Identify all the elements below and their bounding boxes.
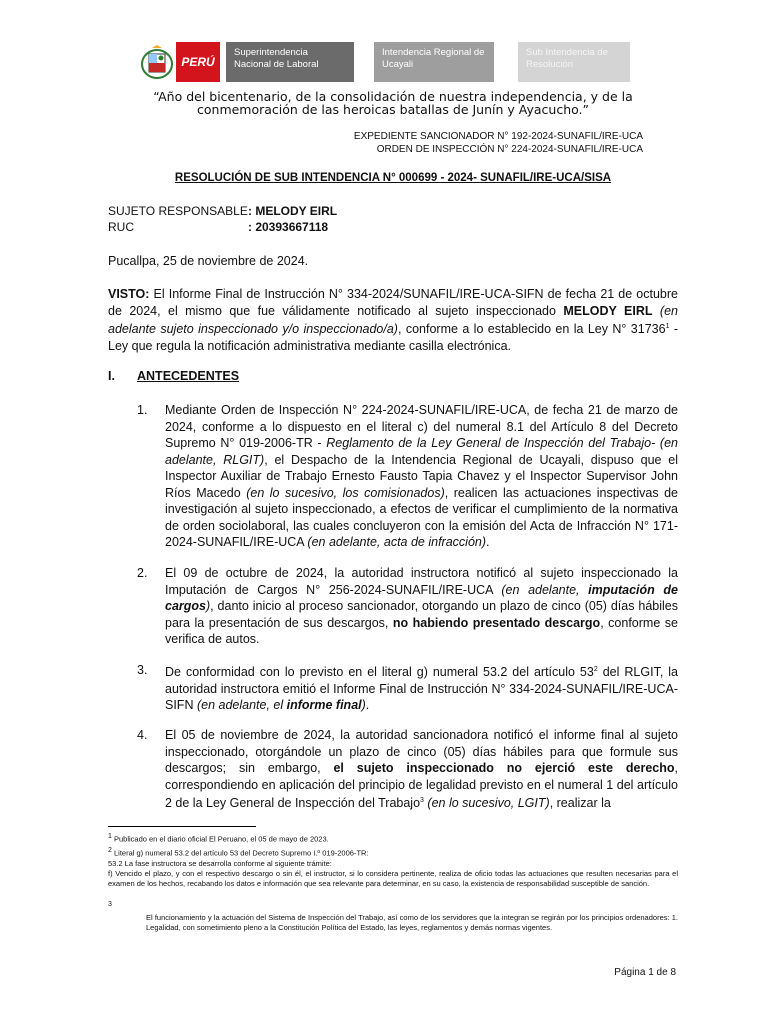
header-box-sub-intendencia: Sub Intendencia de Resolución — [518, 42, 630, 82]
item-text: Mediante Orden de Inspección N° 224-2024-SUNAFIL/IRE-UCA, de fecha 21 de marzo de 2024, conforme a lo dispuesto en el literal c) del numeral 8.1 del Artículo 8 del Decreto Supremo N° 019-2006-TR - Reglamento de la Ley General de Inspección del Trabajo- (en adelante, RLGIT), el Despacho de la Intendencia Regional de Ucayali, dispuso que el Inspector Auxiliar de Trabajo Ernesto Fausto Tapia Chavez y el Inspector Supervisor John Ríos Macedo (en lo sucesivo, los comisionados), realicen las actuaciones inspectivas de investigación al sujeto inspeccionado, a efectos de verificar el cumplimiento de la normativa de orden sociolaboral, las cuales concluyeron con la emisión del Acta de Infracción N° 171-2024-SUNAFIL/IRE-UCA (en adelante, acta de infracción). — [165, 403, 678, 549]
footnote-1: $^1$ Publicado en el diario oficial El Peruano, el 05 de mayo de 2023. — [108, 833, 329, 844]
item-number: 2. — [137, 566, 148, 580]
subject-value: : MELODY EIRL — [248, 204, 338, 218]
item-number: 3. — [137, 663, 148, 677]
visto-text-3: - Ley que regula la notificación administrativa mediante casilla electrónica. — [108, 322, 679, 353]
page-number: Página 1 de 8 — [614, 967, 676, 978]
item-text: De conformidad con lo previsto en el literal g) numeral 53.2 del artículo $53^2$ del RLGIT, la autoridad instructora emitió el Informe Final de Instrucción N° 334-2024-SUNAFIL/IRE-UCA-SIFN (en adelante, el informe final). — [165, 665, 678, 713]
footnote-3: $^3$ El funcionamiento y la actuación del Sistema de Inspección del Trabajo, así como de los servidores que la integran se regirán por los principios ordenadores: 1. Legalidad, con sometimiento pleno a la Constitución Política del Estado, las leyes, reglamentos y demás normas vigentes. — [108, 901, 678, 932]
item-text: El 05 de noviembre de 2024, la autoridad sancionadora notificó el informe final al sujeto inspeccionado, otorgándole un plazo de cinco (05) días hábiles para que formule sus descargos; sin embargo, el sujeto inspeccionado no ejerció este derecho, correspondiendo en aplicación del principio de legalidad previsto en el numeral 1 del artículo 2 de la Ley General de Inspección del Trabajo$^3$ (en lo sucesivo, LGIT), realizar la — [165, 728, 678, 811]
list-item — [137, 402, 678, 551]
coat-of-arms-icon — [138, 42, 176, 82]
ruc-value: : 20393667118 — [248, 220, 329, 234]
visto-italic: (en adelante sujeto inspeccionado y/o inspeccionado/a) — [108, 303, 678, 337]
list-item — [137, 565, 678, 648]
item-text: El 09 de octubre de 2024, la autoridad instructora notificó al sujeto inspeccionado la Imputación de Cargos N° 256-2024-SUNAFIL/IRE-UCA (en adelante, imputación de cargos), danto inicio al proceso sancionador, otorgando un plazo de cinco (05) días hábiles para la presentación de sus descargos, no habiendo presentado descargo, conforme se verifica de autos. — [165, 566, 678, 646]
section-number: I. — [108, 369, 115, 383]
section-title: ANTECEDENTES — [137, 369, 240, 383]
list-item — [137, 727, 678, 812]
footnote-separator — [108, 826, 256, 827]
visto-text-2: , conforme a lo establecido en la Ley N° 31736 — [397, 322, 666, 337]
footnote-ref-1[interactable]: 1 — [665, 323, 670, 330]
visto-paragraph — [108, 286, 678, 354]
footnote-ref-2[interactable]: 2 — [593, 666, 598, 673]
item-number: 4. — [137, 728, 148, 742]
motto: “Año del bicentenario, de la consolidación de nuestra independencia, y de la conmemoración de las heroicas batallas de Junín y Ayacucho.” — [153, 89, 633, 117]
expediente-line: EXPEDIENTE SANCIONADOR N° 192-2024-SUNAFIL/IRE-UCA — [353, 131, 643, 142]
subject-row — [108, 204, 337, 218]
list-item — [137, 662, 678, 714]
case-references — [354, 130, 643, 156]
item-number: 1. — [137, 403, 148, 417]
header-box-sunafil: Superintendencia Nacional de Laboral — [226, 42, 354, 82]
subject-label: SUJETO RESPONSABLE — [108, 204, 248, 218]
visto-text: El Informe Final de Instrucción N° 334-2024/SUNAFIL/IRE-UCA-SIFN de fecha 21 de octubre de 2024, el mismo que fue válidamente notificado al sujeto inspeccionado — [108, 287, 678, 318]
ruc-row — [108, 220, 328, 234]
document-title: RESOLUCIÓN DE SUB INTENDENCIA N° 000699 - 2024- SUNAFIL/IRE-UCA/SISA — [174, 172, 612, 184]
date-line: Pucallpa, 25 de noviembre de 2024. — [108, 254, 309, 268]
footnote-ref-3[interactable]: 3 — [420, 797, 424, 804]
section-heading — [108, 369, 239, 383]
footnote-2: $^2$ Literal g) numeral 53.2 del artículo 53 del Decreto Supremo I.º 019-2006-TR: 53.2 La fase instructora se desarrolla conforme al siguiente trámite: f) Vencido el plazo, y con el respectivo descargo o sin él, el instructor, si lo considera pertinente, realiza de oficio todas las actuaciones que resulten necesarias para el examen de los hechos, recabando los datos e información que sea relevante para determinar, en su caso, la existencia de responsabilidad susceptible de sanción. — [108, 847, 678, 888]
orden-line: ORDEN DE INSPECCIÓN N° 224-2024-SUNAFIL/IRE-UCA — [376, 144, 643, 155]
visto-company: MELODY EIRL — [563, 303, 653, 318]
ruc-label: RUC — [108, 220, 134, 234]
header-box-intendencia: Intendencia Regional de Ucayali — [374, 42, 494, 82]
visto-label: VISTO: — [108, 287, 150, 301]
peru-logo: PERÚ — [176, 42, 220, 82]
